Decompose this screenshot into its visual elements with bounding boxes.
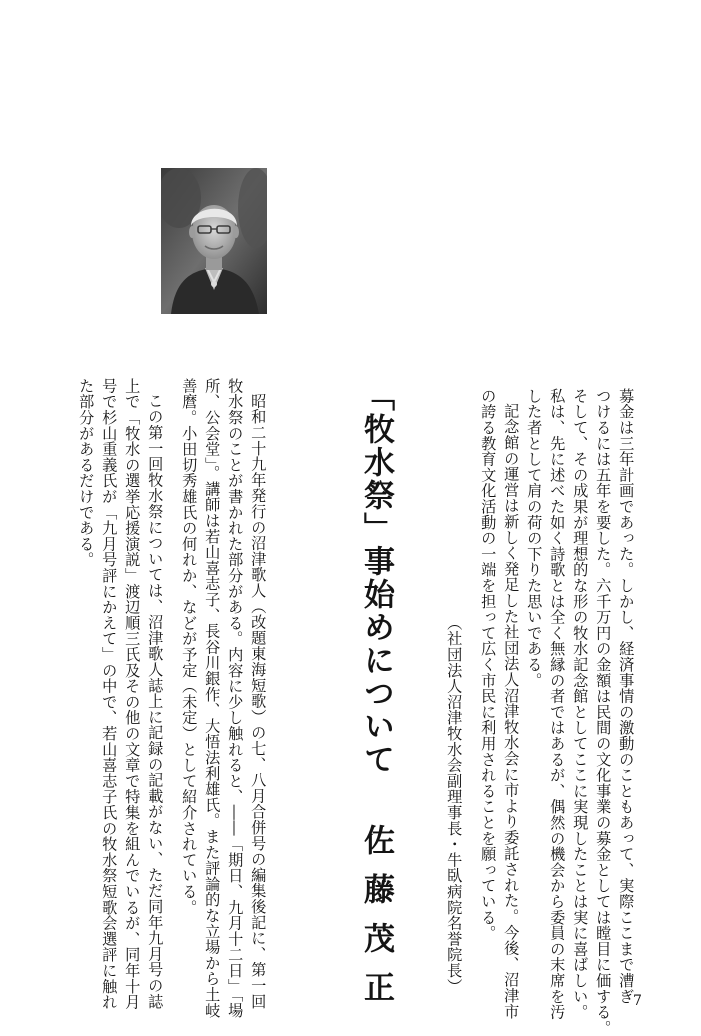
previous-paragraph-line-2: つけるには五年を要した。六千万円の金額は民間の文化事業の募金としては瞠目に価する。 xyxy=(594,388,613,1036)
body-line-4: 善麿。小田切秀雄氏の何れか、などが予定（未定）として紹介されている。 xyxy=(180,378,199,916)
previous-paragraph-line-4: 私は、先に述べた如く詩歌とは全く無縁の者ではあるが、偶然の機会から委員の末席を汚 xyxy=(548,388,567,1020)
previous-paragraph-line-5: した者として肩の荷の下りた思いである。 xyxy=(525,388,544,689)
article-author: 佐藤茂正 xyxy=(358,824,394,1020)
page-number: 7 xyxy=(633,993,642,1009)
author-portrait-photo xyxy=(161,168,267,314)
previous-author-affiliation: （社団法人沼津牧水会副理事長・牛臥病院名誉院長） xyxy=(445,615,464,995)
body-line-2: 牧水祭のことが書かれた部分がある。内容に少し触れると、――「期日、九月十二日」「場 xyxy=(226,378,245,1019)
previous-paragraph-line-6: 記念館の運営は新しく発足した社団法人沼津牧水会に市より委託された。今後、沼津市 xyxy=(502,403,521,1020)
previous-paragraph-line-1: 募金は三年計画であった。しかし、経済事情の激動のこともあって、実際ここまで漕ぎ xyxy=(617,388,636,1005)
body-line-1: 昭和二十九年発行の沼津歌人（改題東海短歌）の七、八月合併号の編集後記に、第一回 xyxy=(249,393,268,1010)
body-line-6: 上で「牧水の選挙応援演説」渡辺順三氏及その他の文章で特集を組んでいるが、同年十月 xyxy=(123,378,142,1010)
body-line-7: 号で杉山重義氏が「九月号評にかえて」の中で、若山喜志子氏の牧水祭短歌会選評に触れ xyxy=(100,378,119,1010)
previous-paragraph-line-3: そして、その成果が理想的な形の牧水記念館としてここに実現したことは実に喜ばしい。 xyxy=(571,388,590,1020)
body-line-8: た部分があるだけである。 xyxy=(77,378,96,568)
author-portrait-image xyxy=(161,168,267,314)
body-line-5: この第一回牧水祭については、沼津歌人誌上に記録の記載がない、ただ同年九月号の誌 xyxy=(146,393,165,1010)
body-line-3: 所、公会堂」。講師は若山喜志子、長谷川銀作、大悟法利雄氏。また評論的な立場から土岐 xyxy=(203,378,222,1019)
article-title: 「牧水祭」事始めについて xyxy=(358,380,394,776)
previous-paragraph-line-7: の誇る教育文化活動の一端を担って広く市民に利用されることを願っている。 xyxy=(479,388,498,941)
